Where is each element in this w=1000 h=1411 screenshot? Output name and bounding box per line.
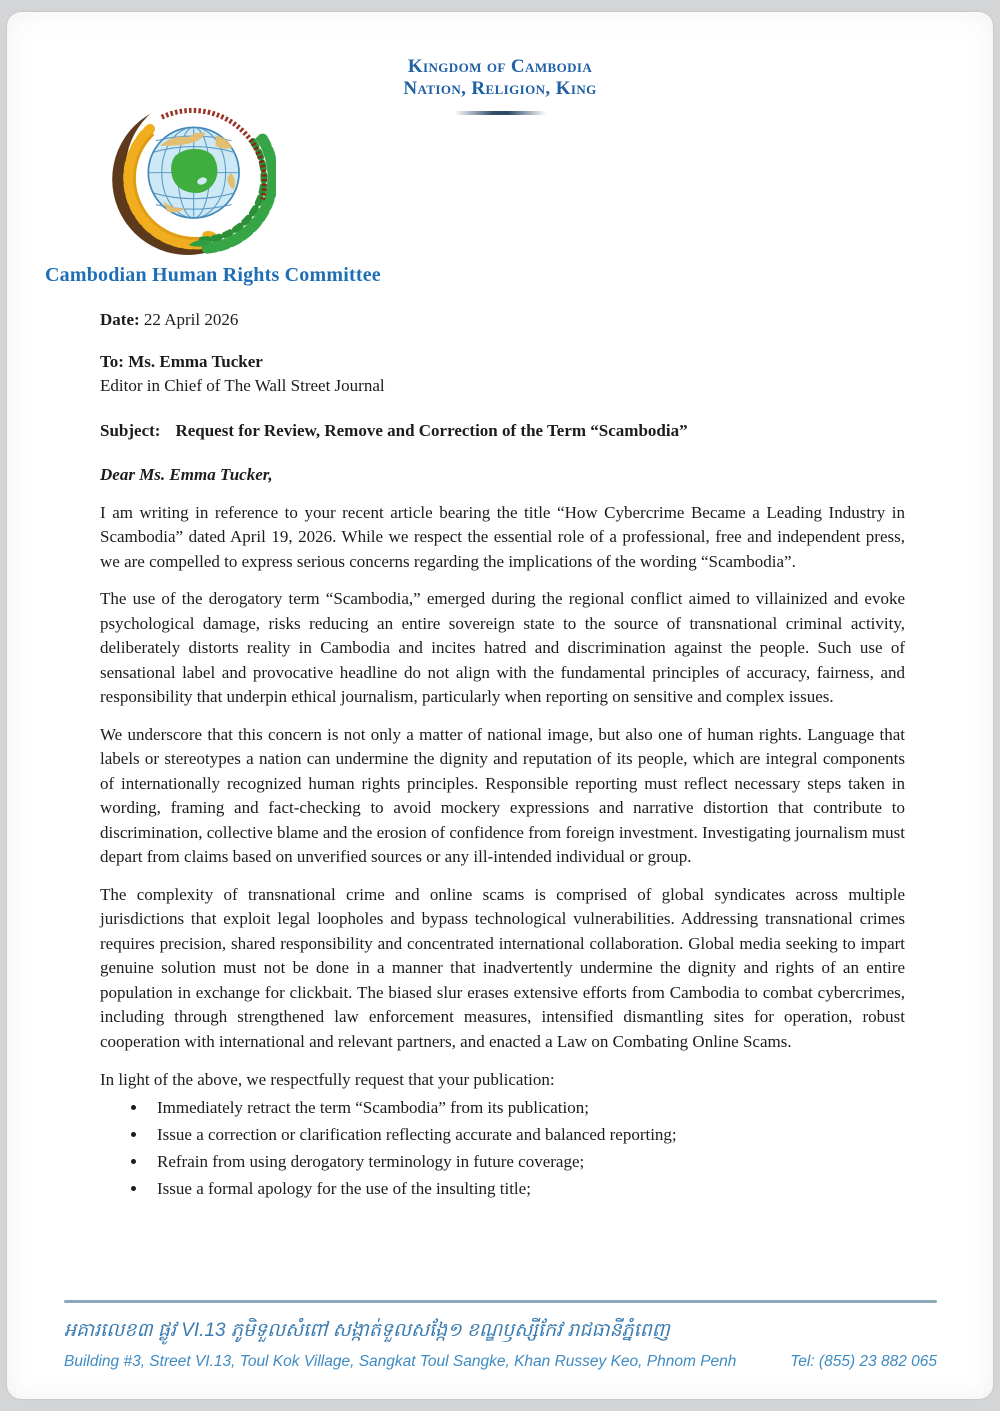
subject-line xyxy=(100,419,905,444)
request-item-3: • Refrain from using derogatory terminology in future coverage; xyxy=(148,1150,905,1175)
date-value: 22 April 2026 xyxy=(143,310,239,329)
national-header xyxy=(403,56,596,115)
national-motto: Nation, Religion, King xyxy=(403,78,597,99)
kingdom-title: Kingdom of Cambodia xyxy=(407,56,593,77)
request-item-2: • Issue a correction or clarification reflecting accurate and balanced reporting; xyxy=(148,1123,905,1148)
paragraph-3: We underscore that this concern is not only a matter of national image, but also one of human rights. Language that labels or stereotypes a nation can undermine the dignity and reputation of its people, which are integral components of internationally recognized human rights principles. Responsible reporting must reflect necessary steps taken in wording, framing and fact-checking to avoid mockery expressions and narrative distortion that contribute to discrimination, collective blame and the erosion of confidence from foreign investment. Investigating journalism must depart from claims based on unverified sources or any ill-intended individual or group. xyxy=(100,724,905,866)
header-ornament-divider xyxy=(454,111,546,115)
request-list xyxy=(100,1096,905,1202)
request-item-4: • Issue a formal apology for the use of the insulting title; xyxy=(148,1177,905,1202)
footer-divider xyxy=(64,1300,937,1303)
letter-body xyxy=(7,300,993,1204)
letter-page xyxy=(7,12,993,1399)
subject-label: Subject: xyxy=(100,420,161,440)
recipient-title: Editor in Chief of The Wall Street Journal xyxy=(100,376,385,395)
letterhead-footer xyxy=(64,1300,937,1374)
recipient-block xyxy=(100,350,905,399)
address-english: Building #3, Street VI.13, Toul Kok Village, Sangkat Toul Sangke, Khan Russey Keo, Phnom Penh xyxy=(64,1353,737,1370)
chrc-emblem-icon xyxy=(108,92,276,260)
paragraph-1: I am writing in reference to your recent article bearing the title “How Cybercrime Became a Leading Industry in Scambodia” dated April 19, 2026. While we respect the essential role of a professional, free and independent press, we are compelled to express serious concerns regarding the implications of the wording “Scambodia”. xyxy=(100,502,905,571)
chrc-emblem-logo xyxy=(108,92,276,260)
paragraph-2: The use of the derogatory term “Scambodia,” emerged during the regional conflict aimed to villainized and evoke psychological damage, risks reducing an entire sovereign state to the source of transnational criminal activity, deliberately distorts reality in Cambodia and incites hatred and discrimination against the people. Such use of sensational label and provocative headline do not align with the fundamental principles of accuracy, fairness, and responsibility that underpin ethical journalism, particularly when reporting on sensitive and complex issues. xyxy=(100,589,905,706)
subject-text: Request for Review, Remove and Correction of the Term “Scambodia” xyxy=(175,420,688,440)
request-intro: In light of the above, we respectfully request that your publication: xyxy=(100,1070,555,1089)
telephone: Tel: (855) 23 882 065 xyxy=(790,1353,937,1370)
paragraph-4: The complexity of transnational crime and online scams is comprised of global syndicates across multiple jurisdictions that exploit legal loopholes and bypass technological vulnerabilities. Addressing transnational crimes requires precision, shared responsibility and concentrated international collaboration. Global media seeking to impart genuine solution must not be done in a manner that inadvertently undermine the dignity and rights of an entire population in exchange for clickbait. The biased slur erases extensive efforts from Cambodia to combat cybercrimes, including through strengthened law enforcement measures, intensified dismantling sites for operation, robust cooperation with international and relevant partners, and enacted a Law on Combating Online Scams. xyxy=(100,884,905,1051)
address-khmer: អគារលេខ៣ ផ្លូវ VI.13 ភូមិទួលសំពៅ សង្កាត់ទួលសង្កែ១ ខណ្ឌឫស្សីកែវ រាជធានីភ្នំពេញ xyxy=(64,1320,670,1341)
salutation: Dear Ms. Emma Tucker, xyxy=(100,465,273,484)
date-line xyxy=(100,308,905,333)
recipient-name: To: Ms. Emma Tucker xyxy=(100,351,263,371)
date-label: Date: xyxy=(100,310,140,329)
request-item-1: • Immediately retract the term “Scambodia” from its publication; xyxy=(148,1096,905,1121)
org-name: Cambodian Human Rights Committee xyxy=(45,264,381,286)
